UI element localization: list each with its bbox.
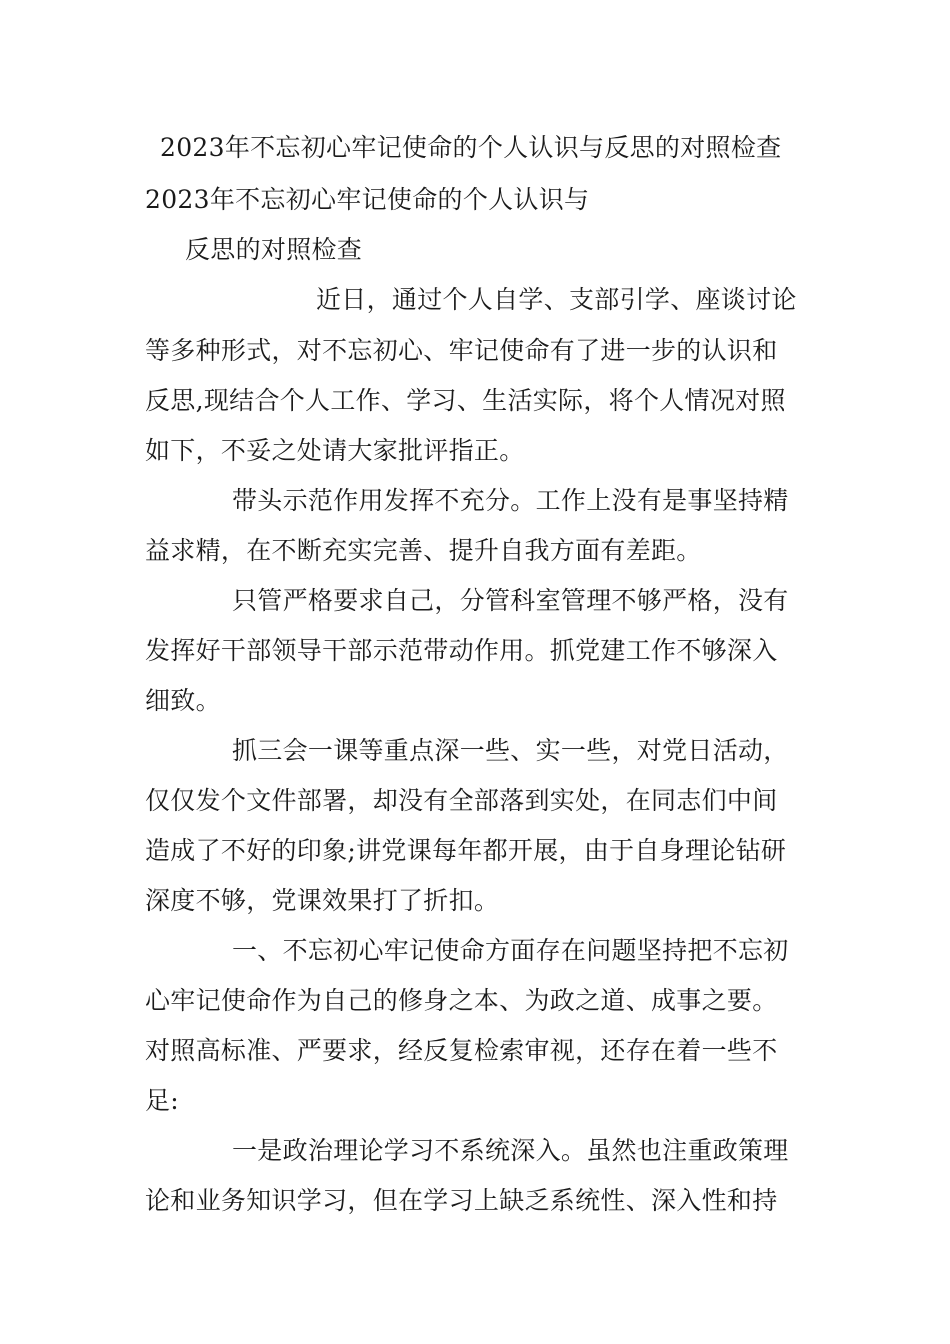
body-line-12: 造成了不好的印象;讲党课每年都开展，由于自身理论钻研 <box>145 836 787 865</box>
body-line-11: 仅仅发个文件部署，却没有全部落到实处，在同志们中间 <box>145 786 778 815</box>
document-heading-line-1: 2023年不忘初心牢记使命的个人认识与 <box>145 185 590 214</box>
body-line-15: 心牢记使命作为自己的修身之本、为政之道、成事之要。 <box>145 986 778 1015</box>
body-line-5: 带头示范作用发挥不充分。工作上没有是事坚持精 <box>232 486 789 515</box>
body-line-6: 益求精，在不断充实完善、提升自我方面有差距。 <box>145 536 702 565</box>
document-heading-line-2: 反思的对照检查 <box>185 235 363 264</box>
document-title: 2023年不忘初心牢记使命的个人认识与反思的对照检查 <box>160 133 782 162</box>
body-line-7: 只管严格要求自己，分管科室管理不够严格，没有 <box>232 586 789 615</box>
body-line-19: 论和业务知识学习，但在学习上缺乏系统性、深入性和持 <box>145 1186 778 1215</box>
body-line-14: 一、不忘初心牢记使命方面存在问题坚持把不忘初 <box>232 936 789 965</box>
body-line-18: 一是政治理论学习不系统深入。虽然也注重政策理 <box>232 1136 789 1165</box>
body-line-17: 足: <box>145 1086 180 1115</box>
body-line-4: 如下，不妥之处请大家批评指正。 <box>145 436 525 465</box>
body-line-8: 发挥好干部领导干部示范带动作用。抓党建工作不够深入 <box>145 636 778 665</box>
body-line-2: 等多种形式，对不忘初心、牢记使命有了进一步的认识和 <box>145 336 778 365</box>
body-line-10: 抓三会一课等重点深一些、实一些，对党日活动， <box>232 736 789 765</box>
body-line-1: 近日，通过个人自学、支部引学、座谈讨论 <box>316 285 797 314</box>
body-line-3: 反思,现结合个人工作、学习、生活实际，将个人情况对照 <box>145 386 786 415</box>
body-line-16: 对照高标准、严要求，经反复检索审视，还存在着一些不 <box>145 1036 778 1065</box>
body-line-13: 深度不够，党课效果打了折扣。 <box>145 886 500 915</box>
body-line-9: 细致。 <box>145 686 221 715</box>
